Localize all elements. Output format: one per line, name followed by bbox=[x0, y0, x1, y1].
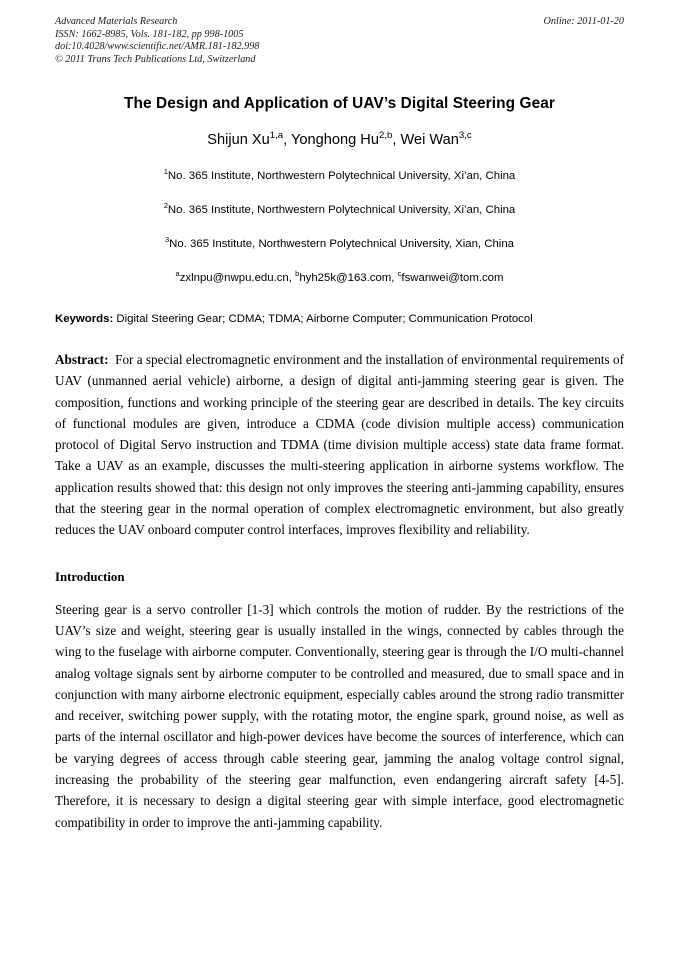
author-list bbox=[55, 130, 624, 150]
abstract-text: For a special electromagnetic environment and the installation of environmental requirements of UAV (unmanned aerial vehicle) airborne, a design of digital anti-jamming steering gear is given. The composition, functions and working principle of the steering gear are described in details. The key circuits of functional modules are given, introduce a CDMA (code division multiple access) communication protocol of Digital Servo instruction and TDMA (time division multiple access) state data frame format. Take a UAV as an example, discusses the multi-steering application in airborne systems workflow. The application results showed that: this design not only improves the steering anti-jamming capability, ensures that the steering gear in the normal operation of complex electromagnetic environment, but also greatly reduces the UAV onboard computer control interfaces, improves flexibility and reliability. bbox=[55, 352, 624, 538]
author-name: Yonghong Hu bbox=[291, 132, 379, 148]
email-address[interactable]: zxlnpu@nwpu.edu.cn bbox=[179, 272, 289, 284]
introduction-paragraph: Steering gear is a servo controller [1-3] which controls the motion of rudder. By the restrictions of the UAV’s size and weight, steering gear is usually installed in the wings, connected by cables through the wing to the fuselage with airborne computer. Conventionally, steering gear is through the I/O multi-channel analog voltage signals sent by airborne computer to be controlled and measured, due to small space and in conjunction with many airborne electronic equipment, especially cables around the strong radio transmitter and receiver, switching power supply, with the rotating motor, the engine spark, ground noise, as well as parts of the internal oscillator and high-power devices have become the sources of interference, which can be varying degrees of access through cable steering gear, jamming the analog voltage control signal, increasing the probability of the steering gear malfunction, even endangering aircraft safety [4-5]. Therefore, it is necessary to design a digital steering gear with simple interface, good electromagnetic compatibility in order to improve the anti-jamming capability. bbox=[55, 601, 624, 830]
email-entry bbox=[295, 269, 398, 284]
masthead-left-block bbox=[55, 16, 624, 66]
keywords-label: Keywords: bbox=[55, 313, 114, 325]
page-title: The Design and Application of UAV’s Digital Steering Gear bbox=[124, 95, 555, 112]
section-heading-introduction: Introduction bbox=[55, 569, 125, 584]
affiliation-text: No. 365 Institute, Northwestern Polytechnical University, Xian, China bbox=[169, 238, 515, 250]
copyright-line: © 2011 Trans Tech Publications Ltd, Switzerland bbox=[55, 53, 256, 65]
email-entry bbox=[397, 269, 504, 284]
affiliation-item bbox=[55, 169, 624, 183]
affiliation-marker: 1 bbox=[163, 167, 168, 177]
author-entry bbox=[207, 132, 291, 148]
affiliation-item bbox=[55, 203, 624, 217]
email-separator: , bbox=[391, 272, 398, 284]
affiliation-text: No. 365 Institute, Northwestern Polytechnical University, Xi’an, China bbox=[167, 204, 516, 216]
issn-volume-pages: ISSN: 1662-8985, Vols. 181-182, pp 998-1005 bbox=[55, 28, 244, 40]
affiliation-item bbox=[55, 237, 624, 251]
affiliation-text: No. 365 Institute, Northwestern Polytechnical University, Xi’an, China bbox=[167, 170, 516, 182]
author-name: Wei Wan bbox=[400, 132, 459, 148]
author-affiliation-marker: 3,c bbox=[458, 130, 472, 142]
email-marker: b bbox=[295, 269, 300, 279]
author-name: Shijun Xu bbox=[207, 132, 270, 148]
email-separator: , bbox=[288, 272, 296, 284]
abstract-label: Abstract: bbox=[55, 352, 109, 367]
email-address[interactable]: fswanwei@tom.com bbox=[401, 272, 504, 284]
email-list bbox=[55, 271, 624, 285]
keywords-line bbox=[55, 312, 624, 327]
author-entry bbox=[400, 132, 471, 148]
email-address[interactable]: hyh25k@163.com bbox=[299, 272, 392, 284]
doi-line: doi:10.4028/www.scientific.net/AMR.181-182.998 bbox=[55, 41, 260, 53]
affiliation-marker: 3 bbox=[164, 235, 170, 245]
journal-masthead bbox=[55, 16, 624, 72]
author-entry bbox=[291, 132, 400, 148]
affiliation-marker: 2 bbox=[163, 201, 168, 211]
author-separator: , bbox=[392, 132, 401, 148]
keywords-value: Digital Steering Gear; CDMA; TDMA; Airborne Computer; Communication Protocol bbox=[116, 313, 533, 325]
abstract-paragraph bbox=[55, 349, 624, 541]
author-affiliation-marker: 1,a bbox=[269, 130, 284, 142]
email-marker: a bbox=[175, 269, 180, 279]
journal-name: Advanced Materials Research bbox=[55, 16, 178, 27]
email-entry bbox=[175, 269, 296, 284]
author-affiliation-marker: 2,b bbox=[378, 130, 393, 142]
online-date: Online: 2011-01-20 bbox=[543, 16, 624, 27]
email-marker: c bbox=[397, 269, 402, 279]
author-separator: , bbox=[283, 132, 292, 148]
affiliation-list bbox=[55, 169, 624, 285]
